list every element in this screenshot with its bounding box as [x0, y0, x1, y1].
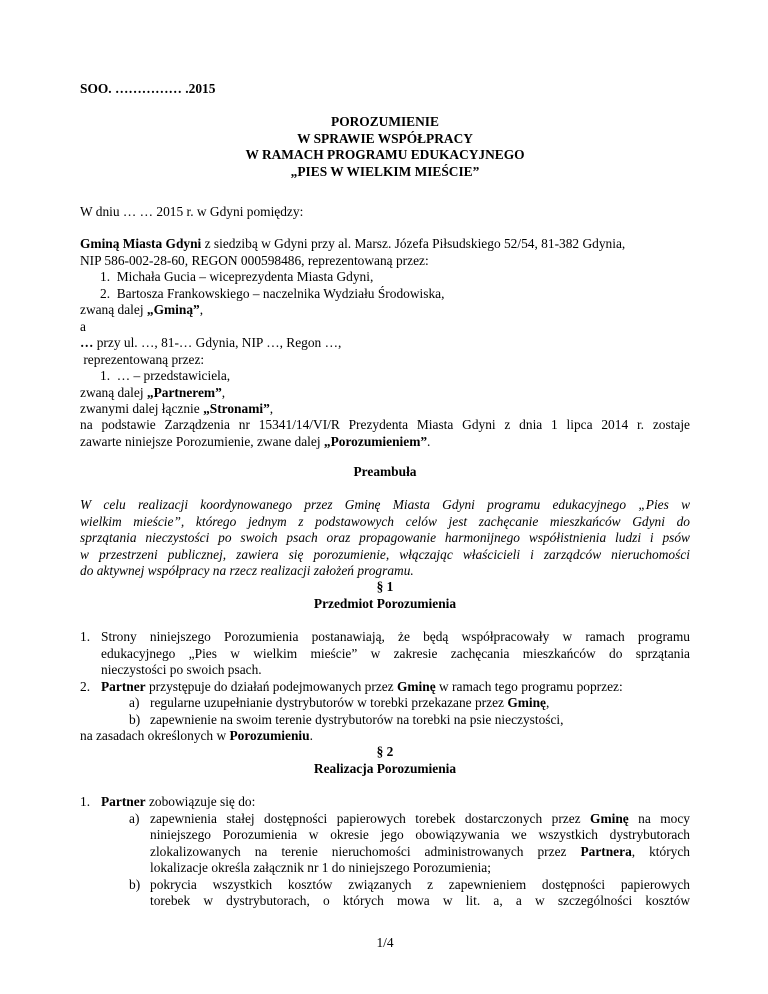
list-number: 2.	[100, 285, 111, 301]
section-2-heading	[80, 744, 690, 777]
document-title	[80, 114, 690, 180]
item-letter: a)	[129, 810, 140, 826]
party-two-line	[80, 335, 690, 352]
title-line-4: „PIES W WIELKIM MIEŚCIE”	[290, 163, 480, 179]
s2-a-line-4: lokalizacje określa załącznik nr 1 do niniejszego Porozumienia;	[150, 860, 491, 875]
s1-p2-item-b	[101, 712, 690, 729]
s2-item-b	[101, 877, 690, 910]
partner-bold: Partner	[101, 794, 146, 809]
conjunction: a	[80, 318, 86, 334]
s1-item-a-text	[150, 695, 549, 712]
item-a-bold: Gminę	[507, 695, 546, 710]
party-two-called	[80, 385, 690, 402]
jointly-prefix: zwanymi dalej łącznie	[80, 401, 204, 416]
item-a-suffix: ,	[546, 695, 550, 710]
s2-a-line-1	[150, 811, 690, 828]
preamble-line-1: W celu realizacji koordynowanego przez Gminę Miasta Gdyni programu edukacyjnego „Pies w	[80, 497, 690, 512]
title-line-3: W RAMACH PROGRAMU EDUKACYJNEGO	[245, 147, 525, 162]
closing-prefix: na zasadach określonych w	[80, 728, 230, 743]
legal-basis	[80, 417, 690, 450]
party-one-address-a: z siedzibą w Gdyni przy al. Marsz. Józefa Piłsudskiego 52/54, 81-382 Gdynia,	[201, 236, 626, 251]
section-2-number: § 2	[376, 744, 394, 759]
party-one-rep-1	[80, 269, 690, 286]
s1-p2-text-2: w ramach tego programu poprzez:	[435, 678, 623, 694]
preamble-line-4: w przestrzeni publicznej, zawiera się porozumienie, włączając właścicieli i zarządców nieruchomości	[80, 546, 690, 562]
point-number: 2.	[80, 678, 91, 694]
section-1-heading	[80, 579, 690, 612]
s1-p2-item-a	[101, 695, 690, 712]
party-two-rep-1	[80, 368, 690, 385]
section-1-point-2	[80, 679, 690, 729]
list-number: 1.	[100, 368, 111, 383]
partner-bold: Partner	[101, 678, 146, 694]
section-1-point-1	[80, 629, 690, 679]
closing-suffix: .	[309, 728, 313, 743]
basis-line-2	[80, 434, 690, 451]
jointly-name: „Stronami”	[203, 401, 270, 416]
section-1-body	[80, 629, 690, 745]
title-line-1: POROZUMIENIE	[331, 114, 439, 129]
rep-1-text: Michała Gucia – wiceprezydenta Miasta Gdyni,	[116, 269, 374, 284]
party-one-called	[80, 302, 690, 319]
basis-bold: „Porozumieniem”	[323, 433, 428, 449]
item-letter: a)	[129, 695, 140, 710]
called-name: „Gminą”	[146, 302, 200, 317]
s2-p1-text: zobowiązuje się do:	[145, 794, 256, 809]
basis-prefix: zawarte niniejsze Porozumienie, zwane dalej	[80, 433, 324, 449]
section-2-body	[80, 794, 690, 910]
page-footer	[80, 935, 690, 952]
preamble-line-5: do aktywnej współpracy na rzecz realizacji założeń programu.	[80, 563, 414, 578]
s2-b-line-1: pokrycia wszystkich kosztów związanych z zapewnieniem dostępności papierowych	[150, 876, 690, 892]
s1-p1-line-1: Strony niniejszego Porozumienia postanawiają, że będą współpracowały w ramach programu	[101, 629, 690, 644]
basis-suffix: .	[427, 433, 431, 449]
called-prefix: zwaną dalej	[80, 384, 147, 400]
s2-b-line-2: torebek w dystrybutorach, o których mowa w lit. a, a w szczególności kosztów	[150, 893, 690, 908]
item-a-text: regularne uzupełnianie dystrybutorów w torebki przekazane przez	[150, 695, 508, 710]
s2-a-l3-text-1: zlokalizowanych na terenie nieruchomości administrowanych przez	[150, 843, 581, 859]
intro-date	[80, 204, 690, 221]
preamble-line-2: wielkim mieście”, którego jednym z podstawowych celów jest zachęcanie mieszkańców Gdyni do	[80, 513, 690, 529]
date-line: W dniu … … 2015 r. w Gdyni pomiędzy:	[80, 204, 304, 219]
item-letter: b)	[129, 876, 141, 892]
party-two-address: przy ul. …, 81-… Gdynia, NIP …, Regon …,	[93, 335, 342, 350]
called-suffix: ,	[221, 384, 226, 400]
basis-line-1: na podstawie Zarządzenia nr 15341/14/VI/R Prezydenta Miasta Gdyni z dnia 1 lipca 2014 r. zostaje	[80, 417, 690, 432]
party-two-name: …	[80, 335, 94, 350]
list-number: 1.	[100, 269, 111, 284]
party-two-rep-1-text: … – przedstawiciela,	[116, 368, 231, 383]
s2-a-l1-text-2: na mocy	[628, 810, 690, 826]
s2-a-l3-text-2: , których	[631, 843, 691, 859]
party-one	[80, 236, 690, 418]
s1-p1-line-3: nieczystości po swoich psach.	[101, 662, 262, 677]
section-2-point-1	[80, 794, 690, 910]
s2-p1-line	[101, 794, 690, 811]
gmina-bold: Gminę	[396, 678, 436, 694]
called-suffix: ,	[199, 302, 204, 317]
rep-2-text: Bartosza Frankowskiego – naczelnika Wydziału Środowiska,	[116, 285, 445, 301]
called-name: „Partnerem”	[146, 384, 222, 400]
item-letter: b)	[129, 711, 141, 727]
section-1-number: § 1	[376, 579, 394, 594]
party-one-name: Gminą Miasta Gdyni	[80, 236, 202, 251]
preamble-line-3: sprzątania nieczystości po swoich psach oraz propagowanie harmonijnego współistnienia ludzi i psów	[80, 530, 690, 545]
closing-bold: Porozumieniu	[229, 728, 310, 743]
point-number: 1.	[80, 794, 91, 809]
reference-number: SOO. …………… .2015	[80, 81, 216, 96]
preamble-heading: Preambuła	[353, 464, 417, 479]
page-number: 1/4	[376, 935, 394, 950]
s1-closing	[80, 728, 690, 745]
party-two-rep-by: reprezentowaną przez:	[80, 351, 205, 367]
s2-a-line-3	[150, 844, 690, 861]
title-line-2: W SPRAWIE WSPÓŁPRACY	[297, 130, 473, 146]
gmina-bold: Gminę	[590, 810, 629, 826]
s1-item-b-text: zapewnienie na swoim terenie dystrybutorów na torebki na psie nieczystości,	[150, 711, 564, 727]
called-prefix: zwaną dalej	[80, 302, 147, 317]
jointly-suffix: ,	[269, 401, 274, 416]
section-2-title: Realizacja Porozumienia	[313, 760, 457, 776]
partner-bold: Partnera	[580, 843, 632, 859]
s2-a-l1-text-1: zapewnienia stałej dostępności papierowych torebek dostarczonych przez	[150, 810, 591, 826]
preamble	[80, 464, 690, 481]
s1-p2-text-1: przystępuje do działań podejmowanych przez	[145, 678, 397, 694]
document-reference	[80, 81, 690, 98]
preamble-text	[80, 497, 690, 580]
s1-p2-line-1	[101, 679, 690, 696]
s2-a-line-2: niniejszego Porozumienia w okresie jego obowiązywania we wszystkich dystrybutorach	[150, 827, 690, 842]
s1-p1-line-2: edukacyjnego „Pies w wielkim mieście” w zakresie zachęcania mieszkańców do sprzątania	[101, 645, 690, 661]
section-1-title: Przedmiot Porozumienia	[313, 595, 457, 611]
party-one-address-b: NIP 586-002-28-60, REGON 000598486, reprezentowaną przez:	[80, 252, 429, 268]
jointly-called	[80, 401, 690, 418]
party-one-rep-2	[80, 286, 690, 303]
s2-item-a	[101, 811, 690, 877]
point-number: 1.	[80, 629, 91, 644]
